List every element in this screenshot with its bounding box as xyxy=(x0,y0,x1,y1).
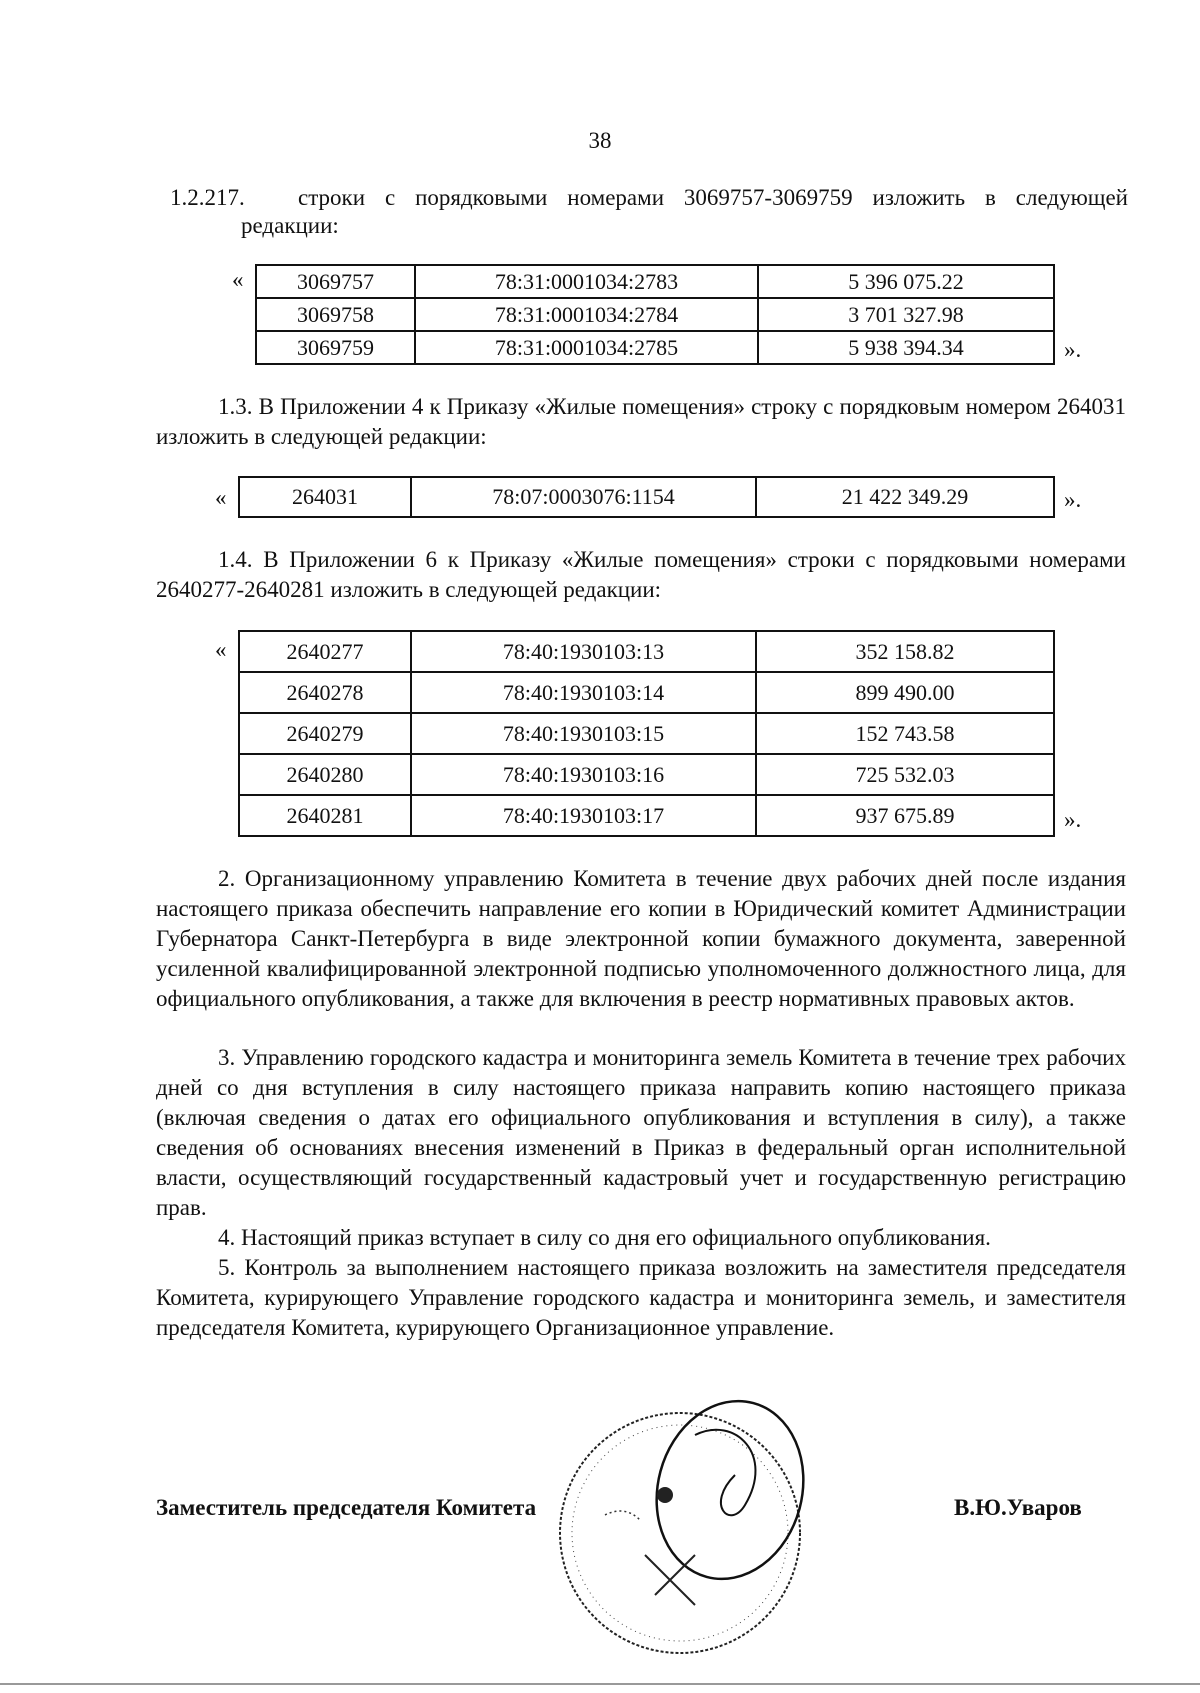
table-cell: 78:31:0001034:2785 xyxy=(415,331,758,364)
table-cell: 2640280 xyxy=(239,754,411,795)
section-1-3: 1.3. В Приложении 4 к Приказу «Жилые помещения» строку с порядковым номером 264031 изложить в следующей редакции: xyxy=(156,394,1126,449)
table-row xyxy=(239,713,1054,754)
table-cell: 78:40:1930103:14 xyxy=(411,672,756,713)
table-cell: 78:07:0003076:1154 xyxy=(411,477,756,517)
paragraph-5: 5. Контроль за выполнением настоящего приказа возложить на заместителя председателя Комитета, курирующего Управление городского кадастра и мониторинга земель, и заместителя председателя Комитета, курирующего Организационное управление. xyxy=(156,1255,1126,1340)
section-number: 1.2.217. xyxy=(170,185,245,210)
table-cell: 2640281 xyxy=(239,795,411,836)
table-cell: 3069757 xyxy=(256,265,415,298)
table-row xyxy=(256,298,1054,331)
section-1-2-217-header xyxy=(170,185,1128,211)
open-quote: « xyxy=(232,267,244,292)
section-1-4: 1.4. В Приложении 6 к Приказу «Жилые помещения» строки с порядковыми номерами 2640277-2640281 изложить в следующей редакции: xyxy=(156,547,1126,602)
table-cell: 5 938 394.34 xyxy=(758,331,1054,364)
signatory-name: В.Ю.Уваров xyxy=(954,1495,1082,1520)
page-number: 38 xyxy=(588,128,612,153)
section-text-continued: редакции: xyxy=(241,213,339,238)
table-cell: 3069758 xyxy=(256,298,415,331)
open-quote: « xyxy=(215,637,227,662)
table-cell: 3069759 xyxy=(256,331,415,364)
table-cell: 264031 xyxy=(239,477,411,517)
table-cell: 78:40:1930103:13 xyxy=(411,631,756,672)
paragraph-3: 3. Управлению городского кадастра и мониторинга земель Комитета в течение трех рабочих дней со дня вступления в силу настоящего приказа направить копию настоящего приказа (включая сведения о датах его официального опубликования и вступления в силу), а также сведения об основаниях внесения изменений в Приказ в федеральный орган исполнительной власти, осуществляющий государственный кадастровый учет и государственную регистрацию прав. xyxy=(156,1045,1126,1220)
table-cell: 3 701 327.98 xyxy=(758,298,1054,331)
table-row xyxy=(256,331,1054,364)
table-1 xyxy=(255,264,1055,365)
table-cell: 937 675.89 xyxy=(756,795,1054,836)
table-row xyxy=(239,477,1054,517)
table-cell: 352 158.82 xyxy=(756,631,1054,672)
table-row xyxy=(256,265,1054,298)
table-cell: 78:31:0001034:2783 xyxy=(415,265,758,298)
close-quote: ». xyxy=(1064,337,1082,362)
table-row xyxy=(239,631,1054,672)
table-2 xyxy=(238,476,1055,518)
table-cell: 2640279 xyxy=(239,713,411,754)
open-quote: « xyxy=(215,485,227,510)
table-cell: 899 490.00 xyxy=(756,672,1054,713)
table-cell: 78:40:1930103:17 xyxy=(411,795,756,836)
page-bottom-divider xyxy=(0,1683,1200,1685)
table-row xyxy=(239,672,1054,713)
close-quote: ». xyxy=(1064,487,1082,512)
table-cell: 78:31:0001034:2784 xyxy=(415,298,758,331)
table-cell: 78:40:1930103:16 xyxy=(411,754,756,795)
table-3 xyxy=(238,630,1055,837)
table-cell: 2640277 xyxy=(239,631,411,672)
table-cell: 152 743.58 xyxy=(756,713,1054,754)
table-cell: 21 422 349.29 xyxy=(756,477,1054,517)
paragraph-2: 2. Организационному управлению Комитета в течение двух рабочих дней после издания настоящего приказа обеспечить направление его копии в Юридический комитет Администрации Губернатора Санкт-Петербурга в виде электронной копии бумажного документа, заверенной усиленной квалифицированной электронной подписью уполномоченного должностного лица, для официального опубликования, а также для включения в реестр нормативных правовых актов. xyxy=(156,866,1126,1011)
table-cell: 2640278 xyxy=(239,672,411,713)
stamp-seal-icon xyxy=(545,1395,815,1655)
table-cell: 5 396 075.22 xyxy=(758,265,1054,298)
section-text: строки с порядковыми номерами 3069757-3069759 изложить в следующей xyxy=(298,185,1128,210)
close-quote: ». xyxy=(1064,807,1082,832)
table-row xyxy=(239,795,1054,836)
table-row xyxy=(239,754,1054,795)
signatory-title: Заместитель председателя Комитета xyxy=(156,1495,537,1520)
table-cell: 78:40:1930103:15 xyxy=(411,713,756,754)
table-cell: 725 532.03 xyxy=(756,754,1054,795)
paragraph-4: 4. Настоящий приказ вступает в силу со дня его официального опубликования. xyxy=(218,1225,991,1250)
